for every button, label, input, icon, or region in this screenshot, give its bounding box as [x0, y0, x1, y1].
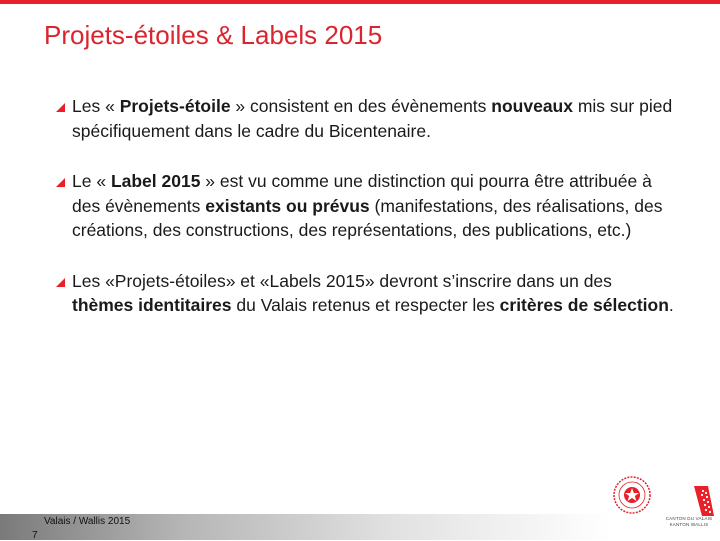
canton-logo-text	[660, 516, 718, 528]
top-accent-bar	[0, 0, 720, 4]
text-segment: mis sur pied spécifiquement dans le cadre du Bicentenaire.	[72, 96, 673, 141]
bullet-item	[56, 94, 676, 143]
logo-text-line2: KANTON WALLIS	[669, 522, 709, 527]
bold-text-segment: nouveaux	[491, 96, 573, 116]
text-segment: Les «Projets-étoiles» et «Labels 2015» devront s’inscrire dans un des	[72, 270, 612, 291]
bullet-item	[56, 269, 676, 318]
bullet-item	[56, 169, 676, 243]
bold-text-segment: critères de sélection	[499, 295, 669, 315]
text-segment: .	[668, 295, 674, 315]
red-triangle-bullet-icon	[56, 178, 65, 187]
bold-text-segment: existants ou prévus	[205, 195, 370, 216]
logo-text-line1: CANTON DU VALAIS	[665, 516, 713, 521]
text-segment: Le «	[72, 171, 111, 191]
red-triangle-bullet-icon	[56, 103, 65, 112]
text-segment: du Valais retenus et respecter les	[231, 295, 500, 315]
bullet-text	[72, 171, 662, 240]
bullet-text	[72, 96, 672, 141]
bullet-list	[56, 94, 676, 318]
footer-text: Valais / Wallis 2015	[44, 516, 131, 527]
bold-text-segment: thèmes identitaires	[72, 295, 232, 315]
bicentenary-seal-icon	[612, 475, 652, 515]
page-number: 7	[32, 530, 38, 541]
text-segment: (manifestations, des réalisations, des créations, des constructions, des représentations, des publications, etc.)	[72, 195, 663, 240]
text-segment: » consistent en des évènements	[230, 96, 492, 116]
red-triangle-bullet-icon	[56, 278, 65, 287]
slide-title: Projets-étoiles & Labels 2015	[44, 20, 383, 50]
text-segment: » est vu comme une distinction qui pourra être attribuée à des évènements	[72, 171, 652, 216]
valais-stars-logo-icon	[664, 482, 716, 518]
bold-text-segment: Projets-étoile	[119, 96, 231, 116]
bold-text-segment: Label 2015	[110, 171, 201, 191]
text-segment: Les «	[72, 96, 120, 116]
bullet-text	[72, 271, 674, 316]
